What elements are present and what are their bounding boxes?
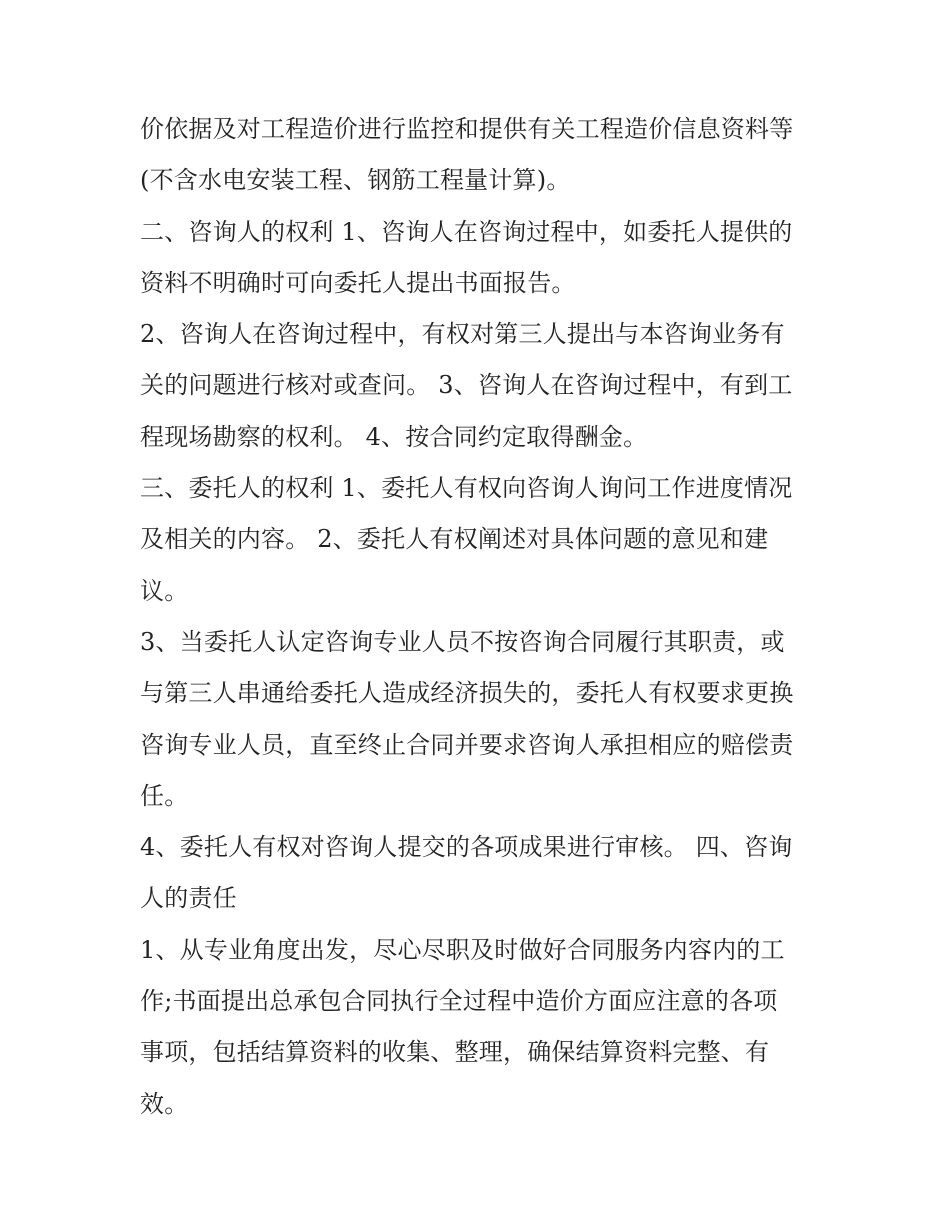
document-body xyxy=(140,104,820,1130)
text-line: 3、当委托人认定咨询专业人员不按咨询合同履行其职责，或 xyxy=(140,627,785,656)
text-line: 三、委托人的权利 1、委托人有权向咨询人询问工作进度情况 xyxy=(140,474,793,503)
text-line: 二、咨询人的权利 1、咨询人在咨询过程中，如委托人提供的 xyxy=(140,217,793,246)
text-line: 关的问题进行核对或查问。 3、咨询人在咨询过程中，有到工 xyxy=(140,371,793,400)
text-line: 人的责任 xyxy=(140,884,237,913)
text-line: 及相关的内容。 2、委托人有权阐述对具体问题的意见和建 xyxy=(140,525,769,554)
text-line: 咨询专业人员，直至终止合同并要求咨询人承担相应的赔偿责 xyxy=(140,730,794,759)
text-line: 效。 xyxy=(140,1089,189,1118)
text-line: 议。 xyxy=(140,576,189,605)
text-line: 1、从专业角度出发，尽心尽职及时做好合同服务内容内的工 xyxy=(140,935,785,964)
text-line: 4、委托人有权对咨询人提交的各项成果进行审核。 四、咨询 xyxy=(140,833,793,862)
text-line: 作;书面提出总承包合同执行全过程中造价方面应注意的各项 xyxy=(140,987,778,1016)
text-line: 价依据及对工程造价进行监控和提供有关工程造价信息资料等 xyxy=(140,115,794,143)
text-line: 与第三人串通给委托人造成经济损失的，委托人有权要求更换 xyxy=(140,679,794,708)
text-line: 事项，包括结算资料的收集、整理，确保结算资料完整、有 xyxy=(140,1038,770,1067)
text-line: 资料不明确时可向委托人提出书面报告。 xyxy=(140,268,576,297)
text-line: 2、咨询人在咨询过程中，有权对第三人提出与本咨询业务有 xyxy=(140,320,785,349)
text-line: 程现场勘察的权利。 4、按合同约定取得酬金。 xyxy=(140,422,648,451)
text-line: (不含水电安装工程、钢筋工程量计算)。 xyxy=(140,166,571,195)
text-line: 任。 xyxy=(140,781,189,810)
